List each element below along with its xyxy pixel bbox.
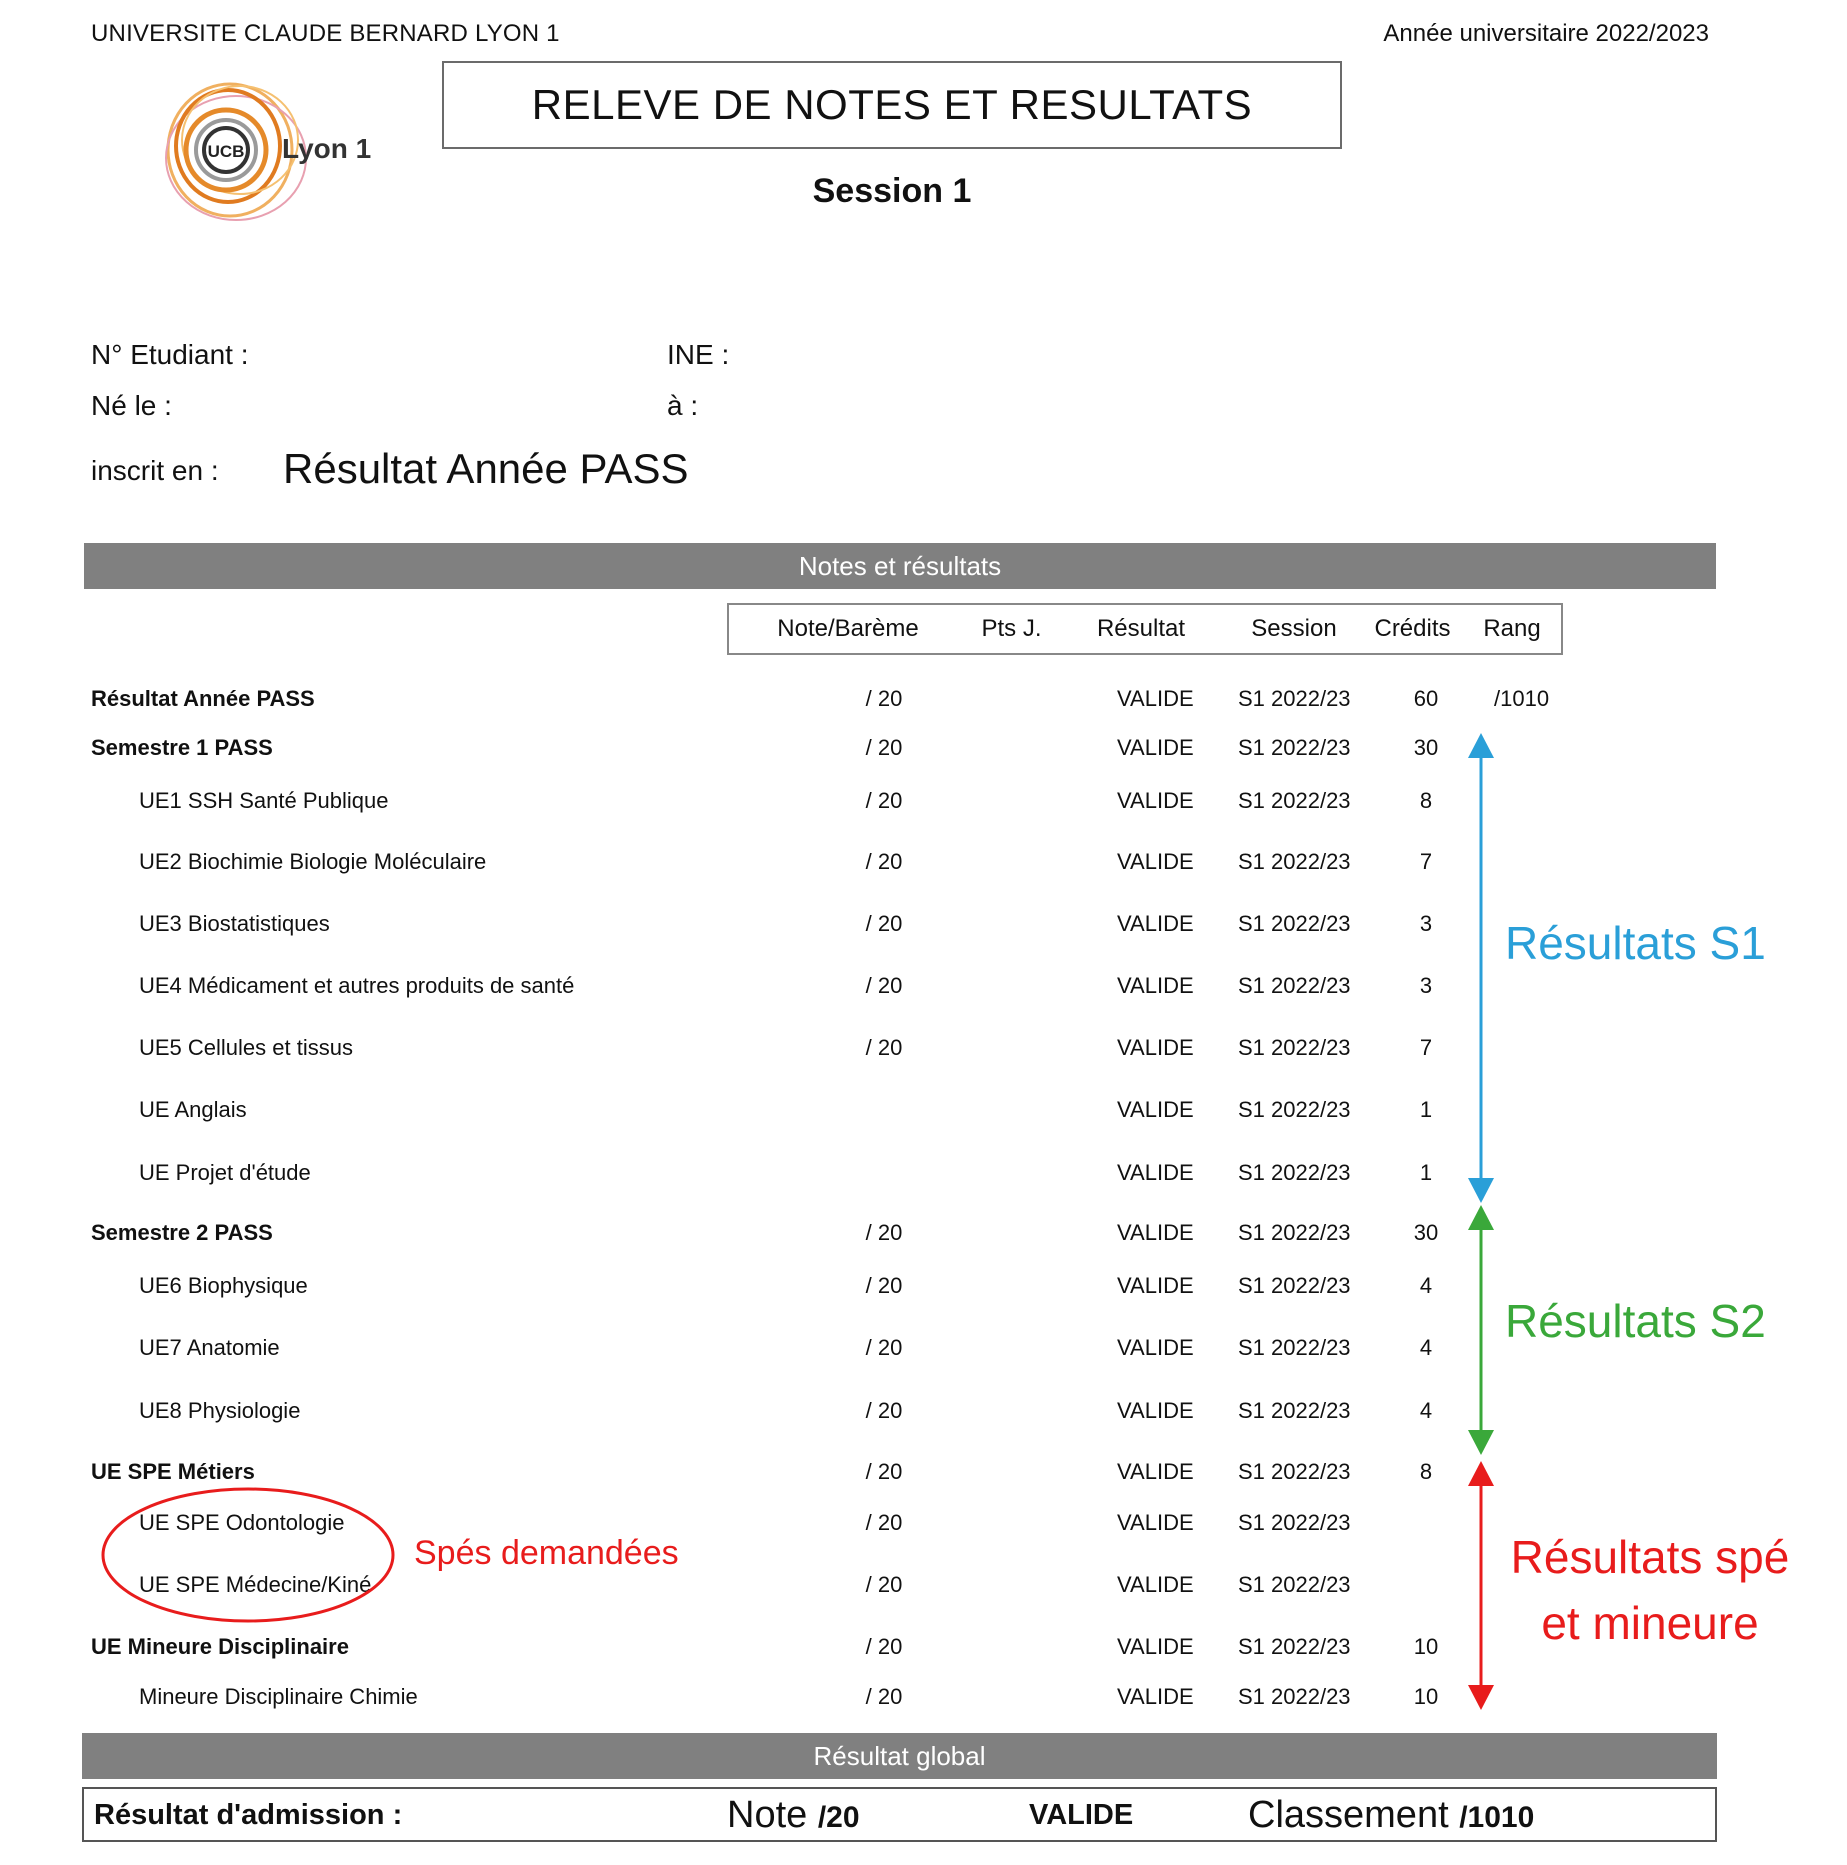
logo-text: Lyon 1 — [282, 133, 372, 164]
section-global-header: Résultat global — [82, 1733, 1717, 1779]
row-note: / 20 — [865, 1273, 903, 1298]
row-session: S1 2022/23 — [1238, 1398, 1351, 1423]
document-title: RELEVE DE NOTES ET RESULTATS — [442, 61, 1342, 149]
row-result: VALIDE — [1117, 911, 1194, 936]
annotation-s1: Résultats S1 — [1505, 917, 1766, 969]
row-credits: 7 — [1419, 1035, 1433, 1060]
row-note: / 20 — [865, 1220, 903, 1245]
column-session: Session — [1226, 603, 1364, 655]
row-result: VALIDE — [1117, 1335, 1194, 1360]
row-credits: 3 — [1419, 973, 1433, 998]
row-label: UE3 Biostatistiques — [139, 911, 330, 936]
row-label: UE SPE Médecine/Kiné — [139, 1572, 372, 1597]
row-credits: 8 — [1419, 788, 1433, 813]
row-result: VALIDE — [1117, 1273, 1194, 1298]
row-session: S1 2022/23 — [1238, 1335, 1351, 1360]
row-session: S1 2022/23 — [1238, 911, 1351, 936]
s2-range-arrow-icon — [1468, 1205, 1494, 1455]
row-label: Semestre 2 PASS — [91, 1220, 273, 1245]
row-credits: 7 — [1419, 849, 1433, 874]
admission-result-row — [82, 1787, 1717, 1842]
admission-rank-word: Classement — [1248, 1794, 1449, 1836]
row-result: VALIDE — [1117, 1684, 1194, 1709]
enrolled-label: inscrit en : — [91, 455, 219, 486]
logo-mark: UCB — [207, 142, 245, 161]
row-label: UE Anglais — [139, 1097, 247, 1122]
row-session: S1 2022/23 — [1238, 1273, 1351, 1298]
row-note: / 20 — [865, 1572, 903, 1597]
section-notes-header: Notes et résultats — [84, 543, 1716, 589]
row-credits: 8 — [1419, 1459, 1433, 1484]
row-credits: 4 — [1419, 1398, 1433, 1423]
row-credits: 30 — [1413, 1220, 1439, 1245]
ine-label: INE : — [667, 339, 730, 370]
row-note: / 20 — [865, 1459, 903, 1484]
row-result: VALIDE — [1117, 735, 1194, 760]
row-session: S1 2022/23 — [1238, 686, 1351, 711]
row-result: VALIDE — [1117, 1097, 1194, 1122]
column-result: Résultat — [1056, 603, 1228, 655]
row-session: S1 2022/23 — [1238, 1035, 1351, 1060]
row-session: S1 2022/23 — [1238, 1684, 1351, 1709]
row-result: VALIDE — [1117, 1510, 1194, 1535]
row-session: S1 2022/23 — [1238, 1459, 1351, 1484]
row-result: VALIDE — [1117, 1160, 1194, 1185]
admission-label: Résultat d'admission : — [94, 1799, 403, 1831]
row-session: S1 2022/23 — [1238, 788, 1351, 813]
row-session: S1 2022/23 — [1238, 849, 1351, 874]
row-label: UE Projet d'étude — [139, 1160, 311, 1185]
university-name: UNIVERSITE CLAUDE BERNARD LYON 1 — [91, 20, 560, 47]
row-label: Mineure Disciplinaire Chimie — [139, 1684, 418, 1709]
row-rank: /1010 — [1494, 686, 1550, 711]
row-credits: 10 — [1413, 1634, 1439, 1659]
admission-result: VALIDE — [1029, 1799, 1134, 1831]
row-label: UE5 Cellules et tissus — [139, 1035, 353, 1060]
row-note: / 20 — [865, 1510, 903, 1535]
row-credits: 4 — [1419, 1335, 1433, 1360]
row-session: S1 2022/23 — [1238, 1220, 1351, 1245]
row-note: / 20 — [865, 735, 903, 760]
annotation-spes-requested: Spés demandées — [414, 1534, 679, 1572]
row-result: VALIDE — [1117, 1459, 1194, 1484]
column-credits: Crédits — [1362, 603, 1465, 655]
birth-date-label: Né le : — [91, 390, 172, 421]
row-result: VALIDE — [1117, 1398, 1194, 1423]
row-result: VALIDE — [1117, 849, 1194, 874]
row-note: / 20 — [865, 1684, 903, 1709]
row-result: VALIDE — [1117, 1220, 1194, 1245]
row-note: / 20 — [865, 686, 903, 711]
row-credits: 1 — [1419, 1160, 1433, 1185]
session-title: Session 1 — [812, 172, 972, 210]
annotation-spe-line2: et mineure — [1541, 1597, 1759, 1649]
birth-place-label: à : — [667, 390, 699, 421]
admission-note — [727, 1789, 860, 1844]
row-credits: 3 — [1419, 911, 1433, 936]
s1-range-arrow-icon — [1468, 733, 1494, 1203]
admission-note-scale: /20 — [817, 1801, 860, 1834]
row-note: / 20 — [865, 1398, 903, 1423]
row-label: UE6 Biophysique — [139, 1273, 308, 1298]
column-pts-j: Pts J. — [967, 603, 1058, 655]
row-session: S1 2022/23 — [1238, 973, 1351, 998]
row-result: VALIDE — [1117, 686, 1194, 711]
row-credits: 60 — [1413, 686, 1439, 711]
admission-rank — [1248, 1789, 1534, 1844]
annotation-spe — [1500, 1524, 1800, 1656]
row-credits: 1 — [1419, 1097, 1433, 1122]
row-session: S1 2022/23 — [1238, 1634, 1351, 1659]
row-result: VALIDE — [1117, 788, 1194, 813]
row-session: S1 2022/23 — [1238, 1097, 1351, 1122]
row-note: / 20 — [865, 1335, 903, 1360]
enrolled-value: Résultat Année PASS — [283, 445, 689, 492]
row-note: / 20 — [865, 788, 903, 813]
column-note: Note/Barème — [727, 603, 969, 655]
student-number-label: N° Etudiant : — [91, 339, 249, 370]
row-label: UE1 SSH Santé Publique — [139, 788, 389, 813]
row-label: UE4 Médicament et autres produits de santé — [139, 973, 575, 998]
row-result: VALIDE — [1117, 973, 1194, 998]
row-note: / 20 — [865, 849, 903, 874]
row-label: UE SPE Odontologie — [139, 1510, 345, 1535]
row-note: / 20 — [865, 1035, 903, 1060]
annotation-s2: Résultats S2 — [1505, 1295, 1766, 1347]
row-result: VALIDE — [1117, 1572, 1194, 1597]
row-session: S1 2022/23 — [1238, 735, 1351, 760]
row-label: UE7 Anatomie — [139, 1335, 280, 1360]
row-credits: 30 — [1413, 735, 1439, 760]
row-label: UE SPE Métiers — [91, 1459, 255, 1484]
spe-range-arrow-icon — [1468, 1461, 1494, 1710]
row-session: S1 2022/23 — [1238, 1160, 1351, 1185]
admission-rank-scale: /1010 — [1459, 1801, 1535, 1834]
row-note: / 20 — [865, 1634, 903, 1659]
row-label: UE Mineure Disciplinaire — [91, 1634, 349, 1659]
row-label: Résultat Année PASS — [91, 686, 315, 711]
row-session: S1 2022/23 — [1238, 1510, 1351, 1535]
row-session: S1 2022/23 — [1238, 1572, 1351, 1597]
row-label: Semestre 1 PASS — [91, 735, 273, 760]
admission-note-word: Note — [727, 1794, 808, 1836]
column-rank: Rang — [1463, 603, 1563, 655]
row-credits: 4 — [1419, 1273, 1433, 1298]
academic-year: Année universitaire 2022/2023 — [1383, 20, 1709, 47]
row-note: / 20 — [865, 911, 903, 936]
row-note: / 20 — [865, 973, 903, 998]
row-label: UE8 Physiologie — [139, 1398, 301, 1423]
row-result: VALIDE — [1117, 1035, 1194, 1060]
row-credits: 10 — [1413, 1684, 1439, 1709]
row-label: UE2 Biochimie Biologie Moléculaire — [139, 849, 487, 874]
row-result: VALIDE — [1117, 1634, 1194, 1659]
annotation-spe-line1: Résultats spé — [1510, 1531, 1790, 1583]
spes-highlight-ellipse-icon — [103, 1489, 393, 1621]
